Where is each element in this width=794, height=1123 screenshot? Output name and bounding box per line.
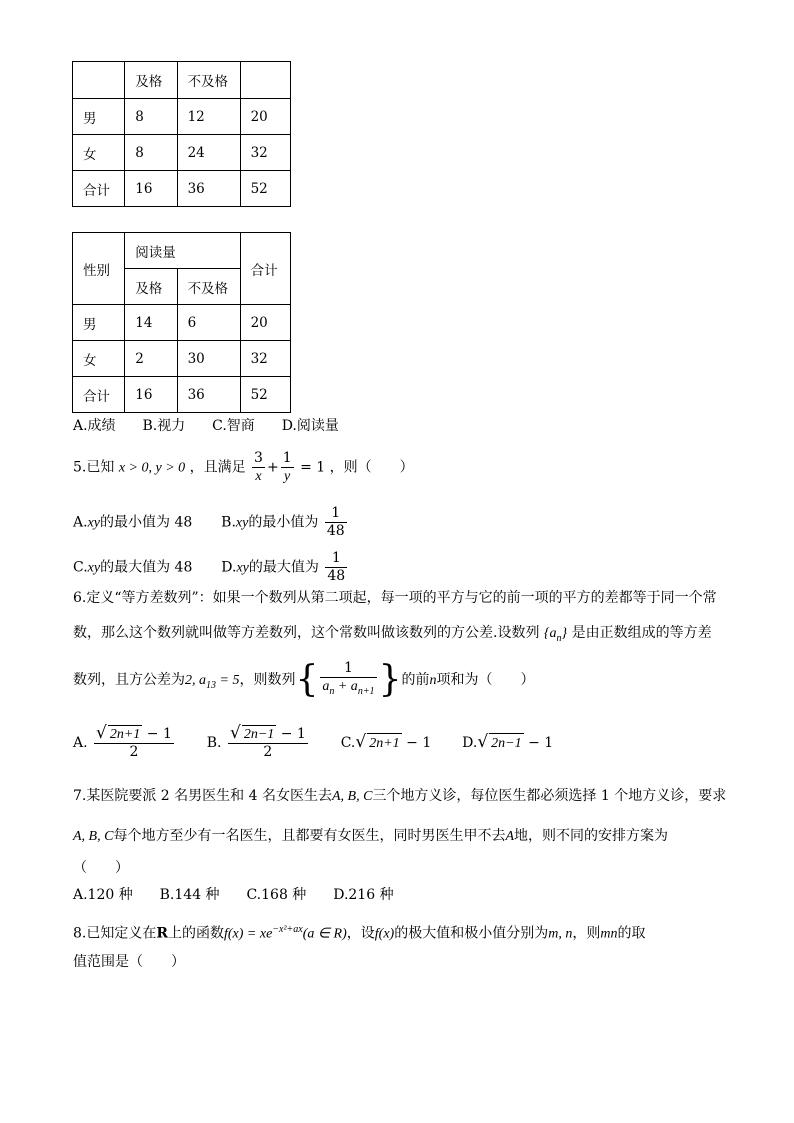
table-row	[73, 341, 291, 377]
table-cell: 6	[177, 305, 240, 341]
q7-option-b: B.144 种	[159, 887, 220, 903]
q8-line1-c: ，设	[346, 925, 375, 942]
q4-option-b: B.视力	[142, 418, 186, 434]
q8-line1-e: ，则	[572, 925, 601, 942]
q8-condition: (a ∈ R)	[302, 926, 347, 942]
q6-option-d-tail: − 1	[523, 735, 554, 751]
table-cell: 36	[177, 377, 240, 413]
q6-option-a-label: A.	[73, 735, 88, 751]
q7-place-a: A	[505, 829, 515, 844]
q6-n: n	[429, 672, 437, 688]
table-cell: 合计	[73, 171, 125, 207]
table1-header-blank	[73, 62, 125, 99]
q8-function: f(x) = xe	[224, 926, 273, 942]
q5-option-b-fraction: $\frac{1}{48}$	[326, 505, 345, 539]
q6-option-c-radicand: 2n+1	[367, 733, 401, 754]
q6-sequence: $\{a_n\}$	[543, 626, 568, 644]
q5-condition: x > 0, y > 0	[118, 460, 186, 476]
q5-option-c-var: xy	[87, 560, 101, 576]
table1-header-fail: 不及格	[177, 62, 240, 99]
q5-mid: ，且满足	[189, 459, 246, 476]
q5-option-b-var: xy	[235, 515, 249, 531]
table-row	[73, 99, 291, 135]
q6-line-3: 数列，且方公差为2, $a_{13} = 5$，则数列{ $\frac{1}{a_n + a_{n+1}}$ }的前n项和为（ ）	[73, 658, 535, 700]
table-cell: 32	[240, 341, 290, 377]
table-cell: 16	[125, 171, 177, 207]
q6-option-a-expr: $\frac{√ 2n+1 - 1}{2}$	[96, 723, 172, 760]
q5-options-row1	[73, 505, 349, 540]
table-cell: 合计	[73, 377, 125, 413]
q5-option-d-var: xy	[236, 560, 249, 576]
table-cell: 36	[177, 171, 240, 207]
q5-option-c-text: 的最大值为 48	[100, 559, 193, 576]
table2-header-fail: 不及格	[177, 269, 240, 305]
q5-option-a-label: A.	[73, 514, 88, 531]
table-row	[73, 135, 291, 171]
table-cell: 30	[177, 341, 240, 377]
q4-option-c: C.智商	[212, 418, 255, 434]
q6-option-d-label: D.	[462, 735, 478, 751]
q7-line-2	[73, 826, 668, 847]
q6-reciprocal-fraction: $\frac{1}{a_n + a_{n+1}}$	[322, 660, 375, 697]
q6-options: A. $\frac{√ 2n+1 - 1}{2}$ B. $\frac{√ 2n-1 - 1}{2}$ C.√ 2n+1 − 1 D.√ 2n−1 − 1	[73, 723, 554, 760]
q6-option-c-tail: − 1	[401, 735, 432, 751]
table2-header-total: 合计	[240, 233, 290, 305]
q8-line-2: 值范围是（ ）	[73, 954, 185, 970]
q6-condition: 2, $a_{13} = 5$	[185, 672, 240, 691]
q6-option-b-label: B.	[206, 735, 222, 751]
q8-line1-mid: 上的函数	[168, 925, 224, 942]
q8-mn-product: mn	[600, 926, 618, 942]
q6-line3-tail: 项和为（ ）	[436, 671, 535, 688]
table-cell: 2	[125, 341, 177, 377]
q7-line2-text: 每个地方至少有一名医生，且都要有女医生，同时男医生甲不去	[113, 828, 506, 844]
q8-line1-tail: 的取	[617, 925, 646, 942]
table2-header-reading: 阅读量	[125, 233, 240, 269]
q7-option-c: C.168 种	[246, 887, 307, 903]
q8-line1-text: 8.已知定义在	[73, 925, 157, 942]
table-cell: 8	[125, 99, 177, 135]
table2-header-pass: 及格	[125, 269, 177, 305]
table-cell: 52	[240, 377, 290, 413]
q5-option-b-label: B.	[221, 514, 236, 531]
table-cell: 32	[240, 135, 290, 171]
q5-option-d-fraction: $\frac{1}{48}$	[327, 550, 346, 584]
table-row	[73, 377, 291, 413]
q6-line2-tail: 是由正数组成的等方差	[571, 625, 712, 641]
q8-line1-d: 的极大值和极小值分别为	[394, 925, 549, 942]
q6-option-b-expr: $\frac{√ 2n-1 - 1}{2}$	[229, 723, 306, 760]
q4-option-a: A.成绩	[73, 418, 116, 434]
q7-places-2: A, B, C	[73, 829, 114, 844]
q5-option-b-text: 的最小值为	[248, 514, 319, 531]
table-cell: 男	[73, 305, 125, 341]
q8-function-2: f(x)	[374, 926, 395, 942]
table-row	[73, 305, 291, 341]
contingency-table-1	[72, 61, 291, 207]
table2-header-gender: 性别	[73, 233, 125, 305]
q5-option-d-text: 的最大值为	[248, 559, 319, 576]
q7-line2-tail: 地，则不同的安排方案为	[514, 828, 669, 844]
q4-options	[73, 416, 339, 436]
table-cell: 12	[177, 99, 240, 135]
q8-line-1	[73, 920, 645, 945]
q7-line1-text: 7.某医院要派 2 名男医生和 4 名女医生去	[73, 788, 332, 804]
table-cell: 52	[240, 171, 290, 207]
table-cell: 女	[73, 135, 125, 171]
q6-option-d-radicand: 2n−1	[489, 733, 523, 754]
q6-line2-text: 数，那么这个数列就叫做等方差数列，这个常数叫做该数列的方公差.设数列	[73, 625, 540, 641]
q6-option-c-label: C.	[340, 735, 356, 751]
contingency-table-reading	[72, 232, 291, 413]
q8-real-set: R	[156, 925, 168, 942]
q8-exponent: −x²+ax	[272, 924, 303, 935]
q5-option-c-label: C.	[73, 559, 88, 576]
q5-options-row2	[73, 550, 349, 585]
q7-line-3: （ ）	[73, 860, 129, 876]
table-cell: 男	[73, 99, 125, 135]
q5-option-a-var: xy	[87, 515, 100, 531]
q8-mn: m, n	[548, 926, 573, 942]
q6-line3-prefix: 的前	[401, 671, 430, 688]
q4-option-d: D.阅读量	[281, 418, 339, 434]
table1-header-total	[240, 62, 290, 99]
q7-options	[73, 885, 394, 905]
q7-places: A, B, C	[331, 789, 373, 804]
table-cell: 20	[240, 305, 290, 341]
q5-option-a-text: 的最小值为 48	[100, 514, 193, 531]
q5-stem: 5.已知 x > 0, y > 0 ，且满足 $\frac{3}{x}$ + $\frac{1}{y}$ = 1 ，则（ ）	[73, 450, 414, 484]
q5-lead: 5.已知	[73, 459, 115, 476]
q6-line-1: 6.定义“等方差数列”：如果一个数列从第二项起，每一项的平方与它的前一项的平方的差都等于同一个常	[73, 590, 717, 606]
q5-equals: = 1	[300, 459, 326, 476]
table-cell: 8	[125, 135, 177, 171]
table-cell: 24	[177, 135, 240, 171]
table-cell: 女	[73, 341, 125, 377]
table-cell: 14	[125, 305, 177, 341]
q5-tail: ，则（ ）	[329, 459, 414, 476]
table-cell: 20	[240, 99, 290, 135]
q6-line3-mid: ，则数列	[239, 671, 296, 688]
q6-line-2	[73, 623, 712, 649]
q5-fraction-2: $\frac{1}{y}$	[282, 450, 292, 484]
q5-fraction-1: $\frac{3}{x}$	[254, 450, 263, 484]
q7-option-d: D.216 种	[333, 887, 394, 903]
table-cell: 16	[125, 377, 177, 413]
q7-option-a: A.120 种	[73, 887, 133, 903]
table1-header-pass: 及格	[125, 62, 177, 99]
q7-line1-tail: 三个地方义诊，每位医生都必须选择 1 个地方义诊，要求	[372, 788, 727, 804]
q6-line3-text: 数列，且方公差为	[73, 671, 185, 688]
q7-line-1	[73, 786, 726, 807]
table-row	[73, 171, 291, 207]
q5-option-d-label: D.	[221, 559, 237, 576]
